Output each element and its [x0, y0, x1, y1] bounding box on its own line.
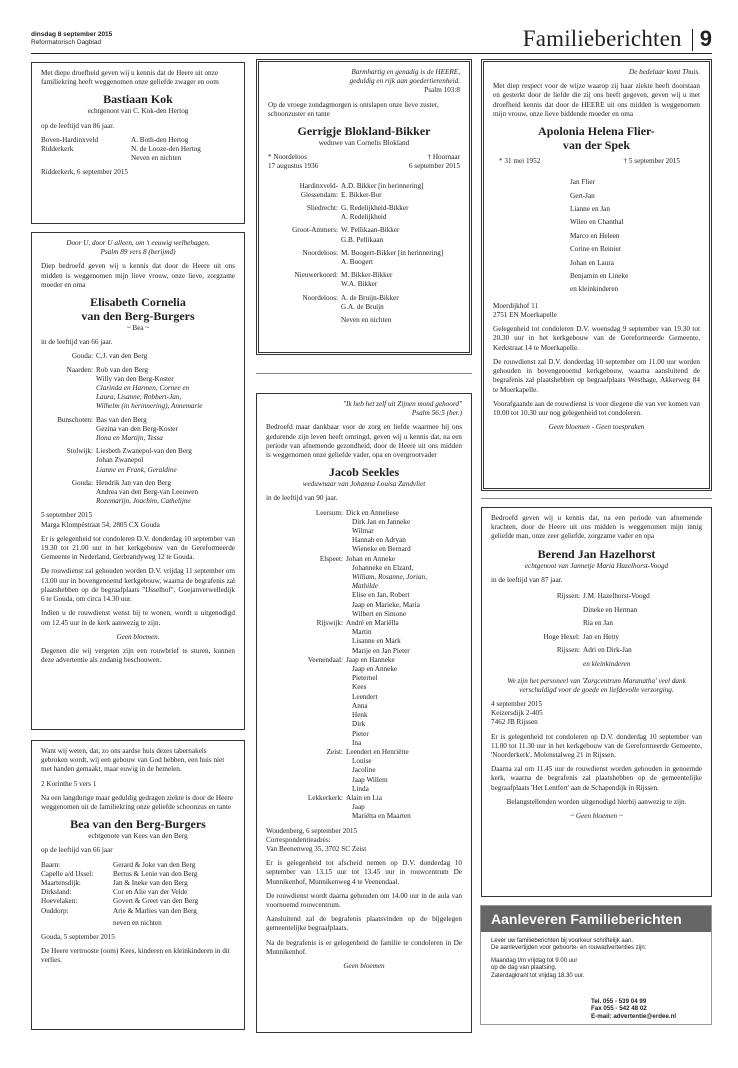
- family-place: Maartensdijk:: [41, 879, 81, 888]
- family-place: Rijswijk:: [316, 619, 343, 628]
- family-place: Gouda:: [71, 352, 93, 361]
- family-member: Linda: [352, 784, 369, 793]
- family-table: [266, 509, 427, 822]
- family-member: Dineke en Herman: [583, 605, 638, 614]
- notice-jacob-seekles: [256, 393, 472, 1033]
- bible-quote: Door U, door U alleen, om 't eeuwig welbehagen.: [66, 239, 210, 247]
- family-member: Bertus & Lenie van den Berg: [113, 869, 198, 878]
- motto: De bedelaar komt Thuis.: [628, 68, 700, 76]
- no-flowers: Geen bloemen.: [116, 632, 160, 641]
- grandchildren: Laura, Lisanne, Robbert-Jan,: [96, 393, 182, 402]
- page-header-right: [523, 27, 712, 51]
- family-member: Cor en Alie van der Velde: [113, 888, 188, 897]
- bible-quote-2: geduldig en rijk aan goedertierenheid.: [349, 77, 460, 86]
- thanks-note: We zijn het personeel van 'Zorgcentrum Maranatha' veel dank verschuldigd voor de goede en liefdevolle verzorging.: [507, 676, 686, 694]
- family-place: Baarn:: [41, 860, 61, 869]
- birth-place: * Noordeloos: [268, 153, 307, 162]
- family-member: Lisanne en Mark: [352, 637, 401, 646]
- family-member: N. de Looze-den Hertog: [131, 145, 201, 154]
- notice-footer: Ridderkerk, 6 september 2015: [41, 168, 129, 177]
- family-member: Jacoline: [352, 766, 376, 775]
- family-member: Rob van den Berg: [96, 365, 148, 374]
- family-place: Groot-Ammers:: [292, 226, 338, 235]
- notice-address: Moerdijkhof 11: [493, 301, 539, 310]
- deceased-spouse: echtgenoot van Jannetje Maria Hazelhorst-Voogd: [524, 561, 669, 570]
- family-member: Govert & Greet van den Berg: [113, 897, 199, 906]
- family-member: Gert-Jan: [570, 191, 595, 200]
- no-flowers: ~ Geen bloemen ~: [570, 812, 623, 821]
- deceased-spouse: weduwe van Cornelis Blokland: [318, 139, 410, 148]
- family-member: Lianne en Jan: [570, 205, 610, 214]
- notice-intro: Met diepe droefheid geven wij u kennis dat de Heere uit onze familiekring heeft weggenomen onze geliefde zwager en oom: [41, 69, 219, 87]
- deceased-age: in de leeftijd van 66 jaar.: [41, 338, 113, 347]
- family-member: Gezina van den Berg-Koster: [96, 424, 178, 433]
- deceased-spouse: echtgenote van Kees van den Berg: [88, 832, 188, 841]
- family-place: Stolwijk:: [66, 447, 93, 456]
- deceased-age: in de leeftijd van 87 jaar.: [491, 575, 563, 584]
- family-member: Arie & Marlies van den Berg: [113, 906, 197, 915]
- family-member: M. Bikker-Bikker W.A. Bikker: [341, 271, 393, 289]
- family-table: [491, 590, 650, 672]
- deceased-age: op de leeftijd van 66 jaar: [41, 846, 113, 855]
- deceased-surname: van den Berg-Burgers: [81, 309, 195, 324]
- deceased-name: Elisabeth Cornelia: [90, 295, 186, 310]
- death-date: † 5 september 2015: [623, 157, 680, 166]
- family-member: Johan en Laura: [570, 258, 614, 267]
- family-table: [41, 136, 201, 164]
- family-member: Dirk: [352, 720, 366, 729]
- family-place: Rijssen:: [556, 592, 580, 601]
- deceased-nickname: ~ Bea ~: [126, 324, 150, 333]
- family-member: Wileo en Chanthal: [570, 218, 624, 227]
- family-list: [493, 176, 700, 297]
- family-member: A.D. Bikker [in herinnering] E. Bikker-Bor: [341, 181, 424, 199]
- family-member: Jaap en Hanneke: [346, 655, 395, 664]
- family-member: Johan Zwanepol: [96, 456, 144, 465]
- deceased-name: Bastiaan Kok: [103, 92, 173, 107]
- deceased-age: op de leeftijd van 86 jaar.: [41, 121, 115, 130]
- condolence-info: Gelegenheid tot condoleren D.V. woensdag 9 september van 19.30 tot 20.30 uur in het kerkgebouw van de Gereformeerde Gemeente, Kerkstraat 14 te Moerkapelle.: [493, 325, 700, 352]
- funeral-info: Daarna zal om 11.45 uur de rouwdienst worden gehouden in genoemde kerk, waarna de begrafenis zal plaatshebben op de gemeentelijke begraafplaats 'Het Lentfert' aan de Schapendijk in Rijssen.: [491, 765, 702, 792]
- page-number: 9: [699, 26, 712, 51]
- family-member: W. Pellikaan-Bikker G.B. Pellikaan: [341, 226, 400, 244]
- family-member: Corine en Reinier: [570, 245, 622, 254]
- family-place: Ouddorp:: [41, 906, 69, 915]
- family-place: Hoge Hexel:: [543, 632, 580, 641]
- family-place: Boven-Hardinxveld: [41, 135, 99, 144]
- family-member: Leendert en Henriëtte: [346, 747, 409, 756]
- deceased-name: Gerrigje Blokland-Bikker: [297, 124, 431, 139]
- no-flowers: Geen bloemen - Geen toespraken: [548, 423, 645, 432]
- bible-reference: 2 Korinthe 5 vers 1: [41, 779, 97, 788]
- notice-intro: Op de vroege zondagmorgen is ontslapen onze lieve zuster, schoonzuster en tante: [268, 100, 439, 118]
- family-place: Gouda:: [71, 478, 93, 487]
- family-member: Marco en Heleen: [570, 231, 620, 240]
- family-member: Jan en Hetty: [583, 632, 619, 641]
- fax-number: Fax 055 - 542 48 02: [591, 1005, 647, 1013]
- family-member: Gerard & Joke van den Berg: [113, 860, 196, 869]
- column-separator: [481, 498, 712, 499]
- family-member: Pieternel: [352, 674, 378, 683]
- family-member: C.J. van den Berg: [96, 352, 148, 361]
- family-place: Capelle a/d IJssel:: [41, 869, 94, 878]
- family-place: Hardinxveld- Giessendam:: [299, 181, 338, 199]
- grandchildren: Lianne en Frank, Geraldine: [96, 465, 177, 474]
- family-place: Elspeet:: [319, 554, 343, 563]
- condolence-info: Er is gelegenheid tot condoleren op D.V. donderdag 10 september van 11.00 tot 11.30 uur in het kerkgebouw van de Gereformeerde Gemeente, 'Noorderkerk', Molenstalweg 21 in Rijssen.: [491, 732, 702, 759]
- bible-reference: Psalm 89 vers 8 (berijmd): [100, 248, 176, 257]
- correspondence-address: Van Beenenweg 35, 3702 SC Zeist: [266, 844, 367, 853]
- notice-intro: Na een langdurige maar geduldig gedragen ziekte is door de Heere weggenomen uit de familiekring onze geliefde schoonzus en tante: [41, 793, 233, 812]
- death-date: 6 september 2015: [408, 162, 460, 171]
- family-member: G. Redelijkheid-Bikker A. Redelijkheid: [341, 204, 409, 222]
- family-member: Alain en Lia: [346, 793, 382, 802]
- family-member: Henk: [352, 711, 368, 720]
- family-place: Hoevelaken:: [41, 897, 78, 906]
- funeral-info: De rouwdienst zal D.V. donderdag 10 september om 11.00 uur worden gehouden in bovengenoemd kerkgebouw, waarna aansluitend de begrafenis zal plaatshebben op begraafplaats Westhage, Akkerweg 84 te Moerkapelle.: [493, 357, 700, 394]
- bible-quote: Barmhartig en genadig is de HEERE,: [351, 68, 460, 76]
- family-member: Jaap Willem: [352, 775, 388, 784]
- family-member: Elise en Jan, Robert: [352, 591, 410, 600]
- family-member: André en Mariëlla: [346, 619, 399, 628]
- family-member: Johanneke en Elzard,: [352, 563, 414, 572]
- family-member: J.M. Hazelhorst-Voogd: [583, 592, 650, 601]
- notice-elisabeth-van-den-berg: [31, 232, 245, 730]
- deceased-name: Jacob Seekles: [328, 465, 400, 480]
- family-place: Leersum:: [315, 508, 343, 517]
- family-member: Leendert: [352, 692, 378, 701]
- notice-address: Keizersdijk 2-405: [491, 709, 543, 718]
- page-header-left: [31, 31, 112, 47]
- submission-line: Maandag t/m vrijdag tot 9.00 uur: [491, 957, 578, 964]
- submission-info-box: [480, 905, 712, 1025]
- family-member: Anna: [352, 701, 368, 710]
- notice-address: Marga Klompéstraat 54, 2805 CX Gouda: [41, 520, 160, 529]
- family-place: Dirksland:: [41, 888, 72, 897]
- header-divider: [692, 29, 693, 51]
- notice-intro: Met diep respect voor de wijze waarop zij haar ziekte heeft doorstaan en gesterkt door de liefde die zij ons heeft gegeven, geven wij u met droefheid kennis dat door de HEERE uit ons midden is weggenomen mijn vrouw, onze lieve biddende moeder en oma: [493, 82, 700, 118]
- submission-line: Lever uw familieberichten bij voorkeur schriftelijk aan.: [491, 938, 634, 944]
- family-member: Wilmar: [352, 527, 374, 536]
- family-table: [268, 182, 443, 326]
- family-member: Marije en Jan Pieter: [352, 646, 410, 655]
- family-member: Ina: [352, 738, 362, 747]
- family-member: Johan en Anneke: [346, 554, 396, 563]
- death-place: † Hoornaar: [427, 153, 460, 162]
- notice-place-date: Gouda, 5 september 2015: [41, 933, 115, 942]
- family-member: Pieter: [352, 729, 369, 738]
- great-grandchildren: William, Rosanne, Jorian,: [352, 573, 427, 582]
- deceased-spouse: weduwnaar van Johanna Louisa Zandvliet: [302, 480, 426, 489]
- family-member: A. Both-den Hertog: [131, 135, 189, 144]
- notice-place-date: Woudenberg, 6 september 2015: [266, 826, 358, 835]
- notice-date: 5 september 2015: [41, 511, 93, 520]
- family-member: Bas van den Berg: [96, 415, 147, 424]
- family-place: Lekkerkerk:: [307, 793, 343, 802]
- condolence-info: Na de begrafenis is er gelegenheid de familie te condoleren in De Munnikenhof.: [266, 938, 462, 956]
- notice-apolonia-flier: [481, 59, 712, 491]
- visitation-info: Voorafgaande aan de rouwdienst is voor diegene die van ver komen van 10.00 tot 10.30 uur nog gelegenheid tot condoleren.: [493, 399, 700, 417]
- deceased-name: Bea van den Berg-Burgers: [70, 817, 206, 832]
- deceased-surname: van der Spek: [562, 138, 631, 153]
- newspaper-name: Reformatorisch Dagblad: [31, 39, 102, 46]
- notice-date: 4 september 2015: [491, 699, 543, 708]
- submission-line: Zaterdagkrant tot vrijdag 18.30 uur.: [491, 972, 585, 979]
- family-member: Louise: [352, 757, 372, 766]
- grandchildren: Wilhelm (in herinnering), Annemarie: [96, 402, 203, 411]
- notice-intro: Diep bedroefd geven wij u kennis dat door de Heere uit ons midden is weggenomen mijn lieve vrouw, onze lieve, zorgzame moeder en oma: [41, 262, 235, 289]
- notice-intro: Bedroefd geven wij u kennis dat, na een periode van afnemende krachten, door de Heere uit ons midden is weggenomen mijn innig geliefde man, onze zeer geliefde, zorgzame vader en opa: [491, 514, 702, 541]
- section-title: Familieberichten: [522, 26, 682, 51]
- family-table: [41, 861, 198, 928]
- family-place: Rijssen:: [556, 646, 580, 655]
- correspondence-label: Correspondentieadres:: [266, 835, 331, 844]
- family-member: A. de Bruijn-Bikker G.A. de Bruijn: [341, 293, 399, 311]
- family-member: Kees: [352, 683, 367, 692]
- grandchildren: Clarinda en Harmen, Cornee en: [96, 384, 190, 393]
- family-member: Mariëtta en Maarten: [352, 812, 411, 821]
- family-member: Adri en Dirk-Jan: [583, 646, 632, 655]
- phone-number: Tel. 055 - 539 04 99: [591, 997, 647, 1005]
- condolence-info: Er is gelegenheid tot condoleren D.V. donderdag 10 september van 19.30 tot 21.00 uur in het kerkgebouw van de Gereformeerde Gemeente in Nederland, Gerbrandyweg 12 te Gouda.: [41, 534, 235, 562]
- submission-title: Aanleveren Familieberichten: [481, 906, 711, 932]
- nephews-nieces: neven en nichten: [113, 918, 162, 927]
- notice-footer: Degenen die wij vergeten zijn een rouwbrief te sturen, kunnen deze advertentie als zodanig beschouwen.: [41, 646, 235, 665]
- family-member: Andrea van den Berg-van Leeuwen: [96, 488, 199, 497]
- birth-date: * 31 mei 1952: [499, 157, 541, 166]
- family-member: Dick en Anneliese: [346, 508, 399, 517]
- bible-quote: "Ik heb het zelf uit Zijnen mond gehoord": [343, 400, 462, 408]
- family-member: Hannah en Adryan: [352, 536, 406, 545]
- family-member: Wieneke en Bernard: [352, 545, 411, 554]
- grandchildren: Ilona en Martijn, Tessa: [96, 434, 163, 443]
- family-table: [41, 352, 202, 506]
- nephews-nieces: Neven en nichten: [341, 316, 392, 325]
- deceased-spouse: echtgenoot van C. Kok-den Hertog: [87, 107, 189, 116]
- grandchildren: Rozemarijn, Joachim, Cathelijne: [96, 497, 191, 506]
- deceased-name: Apolonia Helena Flier-: [538, 124, 655, 139]
- family-member: Ria en Jan: [583, 619, 613, 628]
- family-member: Willy van den Berg-Koster: [96, 374, 174, 383]
- submission-line: op de dag van plaatsing.: [491, 965, 557, 972]
- family-member: M. Boogert-Bikker [in herinnering] A. Boogert: [341, 248, 444, 267]
- family-place: Naarden:: [66, 365, 93, 374]
- bible-verse: Want wij weten, dat, zo ons aardse huis dezes tabernakels gebroken wordt, wij een gebouw van God hebben, een huis niet met handen gemaakt, maar euwig in de hemelen.: [41, 747, 225, 774]
- column-separator: [256, 373, 472, 374]
- service-info: De rouwdienst wordt daarna gehouden om 14.00 uur in de aula van voornoemd rouwcentrum.: [266, 891, 462, 909]
- funeral-info: De rouwdienst zal gehouden worden D.V. vrijdag 11 september om 13.00 uur in bovengenoemd kerkgebouw, waarna de begrafenis zal plaatshebben op de begraafplaats "IJsselhof", Goejanverwelledijk 6 te Gouda, om circa 14.30 uur.: [41, 567, 235, 604]
- family-member: Jaap en Marieke, Maria: [352, 600, 420, 609]
- notice-postcode: 7462 JB Rijssen: [491, 718, 538, 727]
- family-member: Jaap en Anneke: [352, 665, 398, 674]
- notice-bea-van-den-berg: [31, 740, 245, 1030]
- bible-reference: Psalm 56:5 (ber.): [411, 409, 462, 418]
- grandchildren: en kleinkinderen: [583, 659, 631, 668]
- email-address[interactable]: E-mail: advertentie@erdee.nl: [591, 1012, 677, 1020]
- notice-bastiaan-kok: [31, 62, 245, 224]
- family-place: Sliedrecht:: [306, 204, 338, 213]
- bible-reference: Psalm 103:8: [424, 86, 460, 95]
- notice-postcode: 2751 EN Moerkapelle: [493, 311, 557, 320]
- farewell-info: Er is gelegenheid tot afscheid nemen op D.V. donderdag 10 september van 13.15 uur tot 13.45 uur in rouwcentrum De Munnikenhof, Munnikenweg 4 te Veenendaal.: [266, 859, 462, 886]
- family-place: Veenendaal:: [307, 655, 343, 664]
- family-member: Martin: [352, 628, 372, 637]
- family-member: Wilbert en Simone: [352, 609, 407, 618]
- invitation: Belangstellenden worden uitgenodigd hierbij aanwezig te zijn.: [506, 797, 687, 806]
- notice-footer: De Heere vertrooste (oom) Kees, kinderen en kleinkinderen in dit verlies.: [41, 947, 230, 965]
- family-place: Noordeloos:: [302, 293, 338, 302]
- submission-line: De aanlevertijden voor geboorte- en rouwadvertenties zijn:: [491, 945, 647, 952]
- family-member: Benjamin en Lineke: [570, 272, 629, 281]
- family-member: en kleinkinderen: [570, 285, 619, 294]
- family-place: Noordeloos:: [302, 248, 338, 257]
- notice-berend-hazelhorst: [481, 507, 712, 897]
- family-member: Jan Flier: [570, 178, 595, 187]
- family-member: Jaap: [352, 803, 365, 812]
- notice-gerrigje-blokland: [256, 59, 472, 355]
- issue-date: dinsdag 8 september 2015: [31, 31, 113, 38]
- service-info: Indien u de rouwdienst wenst bij te wonen, wordt u uitgenodigd om 12.45 uur in de kerk aanwezig te zijn.: [41, 609, 235, 627]
- header-rule: [31, 53, 712, 54]
- family-member: Hendrik Jan van den Berg: [96, 478, 171, 487]
- notice-intro: Bedroefd maar dankbaar voor de zorg en liefde waarmee hij ons gedurende zijn leven heeft omringd, geven wij u kennis dat, na een periode van afnemende gezondheid, door de Heere uit ons midden is weggenomen onze geliefde vader, opa en overgrootvader: [266, 423, 462, 460]
- deceased-age: in de leeftijd van 90 jaar.: [266, 494, 338, 503]
- family-place: Bunschoten:: [57, 415, 93, 424]
- family-place: Ridderkerk: [41, 145, 74, 154]
- burial-info: Aansluitend zal de begrafenis plaatsvinden op de bijgelegen gemeentelijke begraafplaats.: [266, 915, 462, 933]
- birth-date: 17 augustus 1936: [268, 162, 319, 171]
- deceased-name: Berend Jan Hazelhorst: [537, 546, 656, 561]
- family-place: Zeist:: [326, 747, 343, 756]
- family-member: Neven en nichten: [131, 154, 182, 163]
- family-member: Jan & Ineke van den Berg: [113, 879, 188, 888]
- no-flowers: Geen bloemen: [343, 961, 385, 970]
- family-member: Liesbeth Zwanepol-van den Berg: [96, 447, 192, 456]
- great-grandchildren: Mathilde: [352, 582, 378, 591]
- family-place: Nieuwerkoord:: [294, 271, 338, 280]
- family-member: Dirk Jan en Janneke: [352, 517, 411, 526]
